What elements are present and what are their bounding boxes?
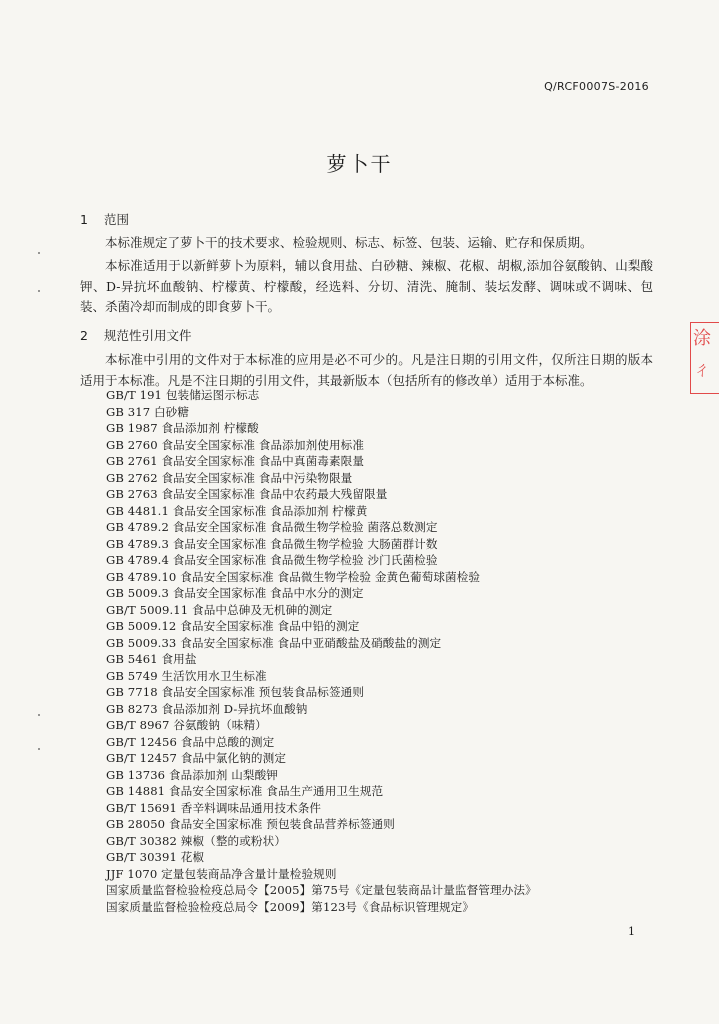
reference-item: 国家质量监督检验检疫总局令【2005】第75号《定量包装商品计量监督管理办法》 [106,883,537,897]
page-number: 1 [628,925,635,938]
standard-code: Q/RCF0007S-2016 [544,80,649,93]
section-heading-scope [80,210,129,228]
section-number: 1 [80,212,88,227]
reference-item: GB/T 12456 食品中总酸的测定 [106,734,275,749]
reference-item: JJF 1070 定量包装商品净含量计量检验规则 [106,866,337,881]
reference-item: GB/T 8967 谷氨酸钠（味精） [106,718,267,732]
reference-item: GB/T 5009.11 食品中总砷及无机砷的测定 [106,602,333,617]
reference-item: GB 4789.4 食品安全国家标准 食品微生物学检验 沙门氏菌检验 [106,553,438,567]
reference-list [106,387,537,915]
reference-item: GB 5749 生活饮用水卫生标准 [106,668,267,683]
section-title: 规范性引用文件 [103,328,192,343]
reference-item: GB 5009.3 食品安全国家标准 食品中水分的测定 [106,586,364,600]
stamp-char: 涂 [693,328,711,349]
reference-item: GB 1987 食品添加剂 柠檬酸 [106,421,259,435]
reference-item: GB 5461 食用盐 [106,652,197,666]
reference-item: 国家质量监督检验检疫总局令【2009】第123号《食品标识管理规定》 [106,899,475,914]
scan-speck [38,714,40,716]
reference-item: GB 2762 食品安全国家标准 食品中污染物限量 [106,470,353,485]
reference-item: GB/T 30382 辣椒（整的或粉状） [106,833,287,848]
scan-speck [38,290,40,292]
section-number: 2 [80,328,88,343]
stamp-char: ㄔ [693,360,711,381]
reference-item: GB 4789.3 食品安全国家标准 食品微生物学检验 大肠菌群计数 [106,536,438,551]
reference-item: GB/T 191 包装储运图示标志 [106,388,260,402]
scan-speck [38,252,40,254]
reference-item: GB 13736 食品添加剂 山梨酸钾 [106,767,278,782]
scope-paragraph-2: 本标准适用于以新鲜萝卜为原料，辅以食用盐、白砂糖、辣椒、花椒、胡椒,添加谷氨酸钠、山梨酸钾、D-异抗坏血酸钠、柠檬黄、柠檬酸，经选料、分切、清洗、腌制、装坛发酵、调味或不调味、包装、杀菌冷却而制成的即食萝卜干。 [80,258,653,314]
seal-stamp-fragment [690,322,719,394]
reference-item: GB 5009.33 食品安全国家标准 食品中亚硝酸盐及硝酸盐的测定 [106,635,442,650]
reference-item: GB 4789.10 食品安全国家标准 食品微生物学检验 金黄色葡萄球菌检验 [106,569,481,584]
section-heading-normative-references [80,326,192,344]
reference-item: GB 14881 食品安全国家标准 食品生产通用卫生规范 [106,784,384,798]
reference-item: GB 2763 食品安全国家标准 食品中农药最大残留限量 [106,487,388,501]
reference-item: GB 2760 食品安全国家标准 食品添加剂使用标准 [106,437,365,452]
reference-item: GB/T 12457 食品中氯化钠的测定 [106,751,287,765]
reference-item: GB 8273 食品添加剂 D-异抗坏血酸钠 [106,701,308,716]
reference-item: GB/T 30391 花椒 [106,850,205,864]
section-title: 范围 [103,212,129,227]
reference-item: GB 5009.12 食品安全国家标准 食品中铅的测定 [106,619,360,633]
reference-item: GB 4481.1 食品安全国家标准 食品添加剂 柠檬黄 [106,503,368,518]
scope-paragraph-1: 本标准规定了萝卜干的技术要求、检验规则、标志、标签、包装、运输、贮存和保质期。 [105,235,593,250]
reference-item: GB 7718 食品安全国家标准 预包装食品标签通则 [106,685,365,699]
reference-item: GB 2761 食品安全国家标准 食品中真菌毒素限量 [106,454,365,468]
reference-item: GB 28050 食品安全国家标准 预包装食品营养标签通则 [106,817,395,831]
document-title: 萝卜干 [326,152,393,176]
reference-item: GB/T 15691 香辛料调味品通用技术条件 [106,800,322,815]
scan-speck [38,748,40,750]
reference-item: GB 317 白砂糖 [106,404,190,419]
reference-item: GB 4789.2 食品安全国家标准 食品微生物学检验 菌落总数测定 [106,520,438,534]
references-intro-paragraph: 本标准中引用的文件对于本标准的应用是必不可少的。凡是注日期的引用文件，仅所注日期的版本适用于本标准。凡是不注日期的引用文件，其最新版本（包括所有的修改单）适用于本标准。 [80,352,653,388]
